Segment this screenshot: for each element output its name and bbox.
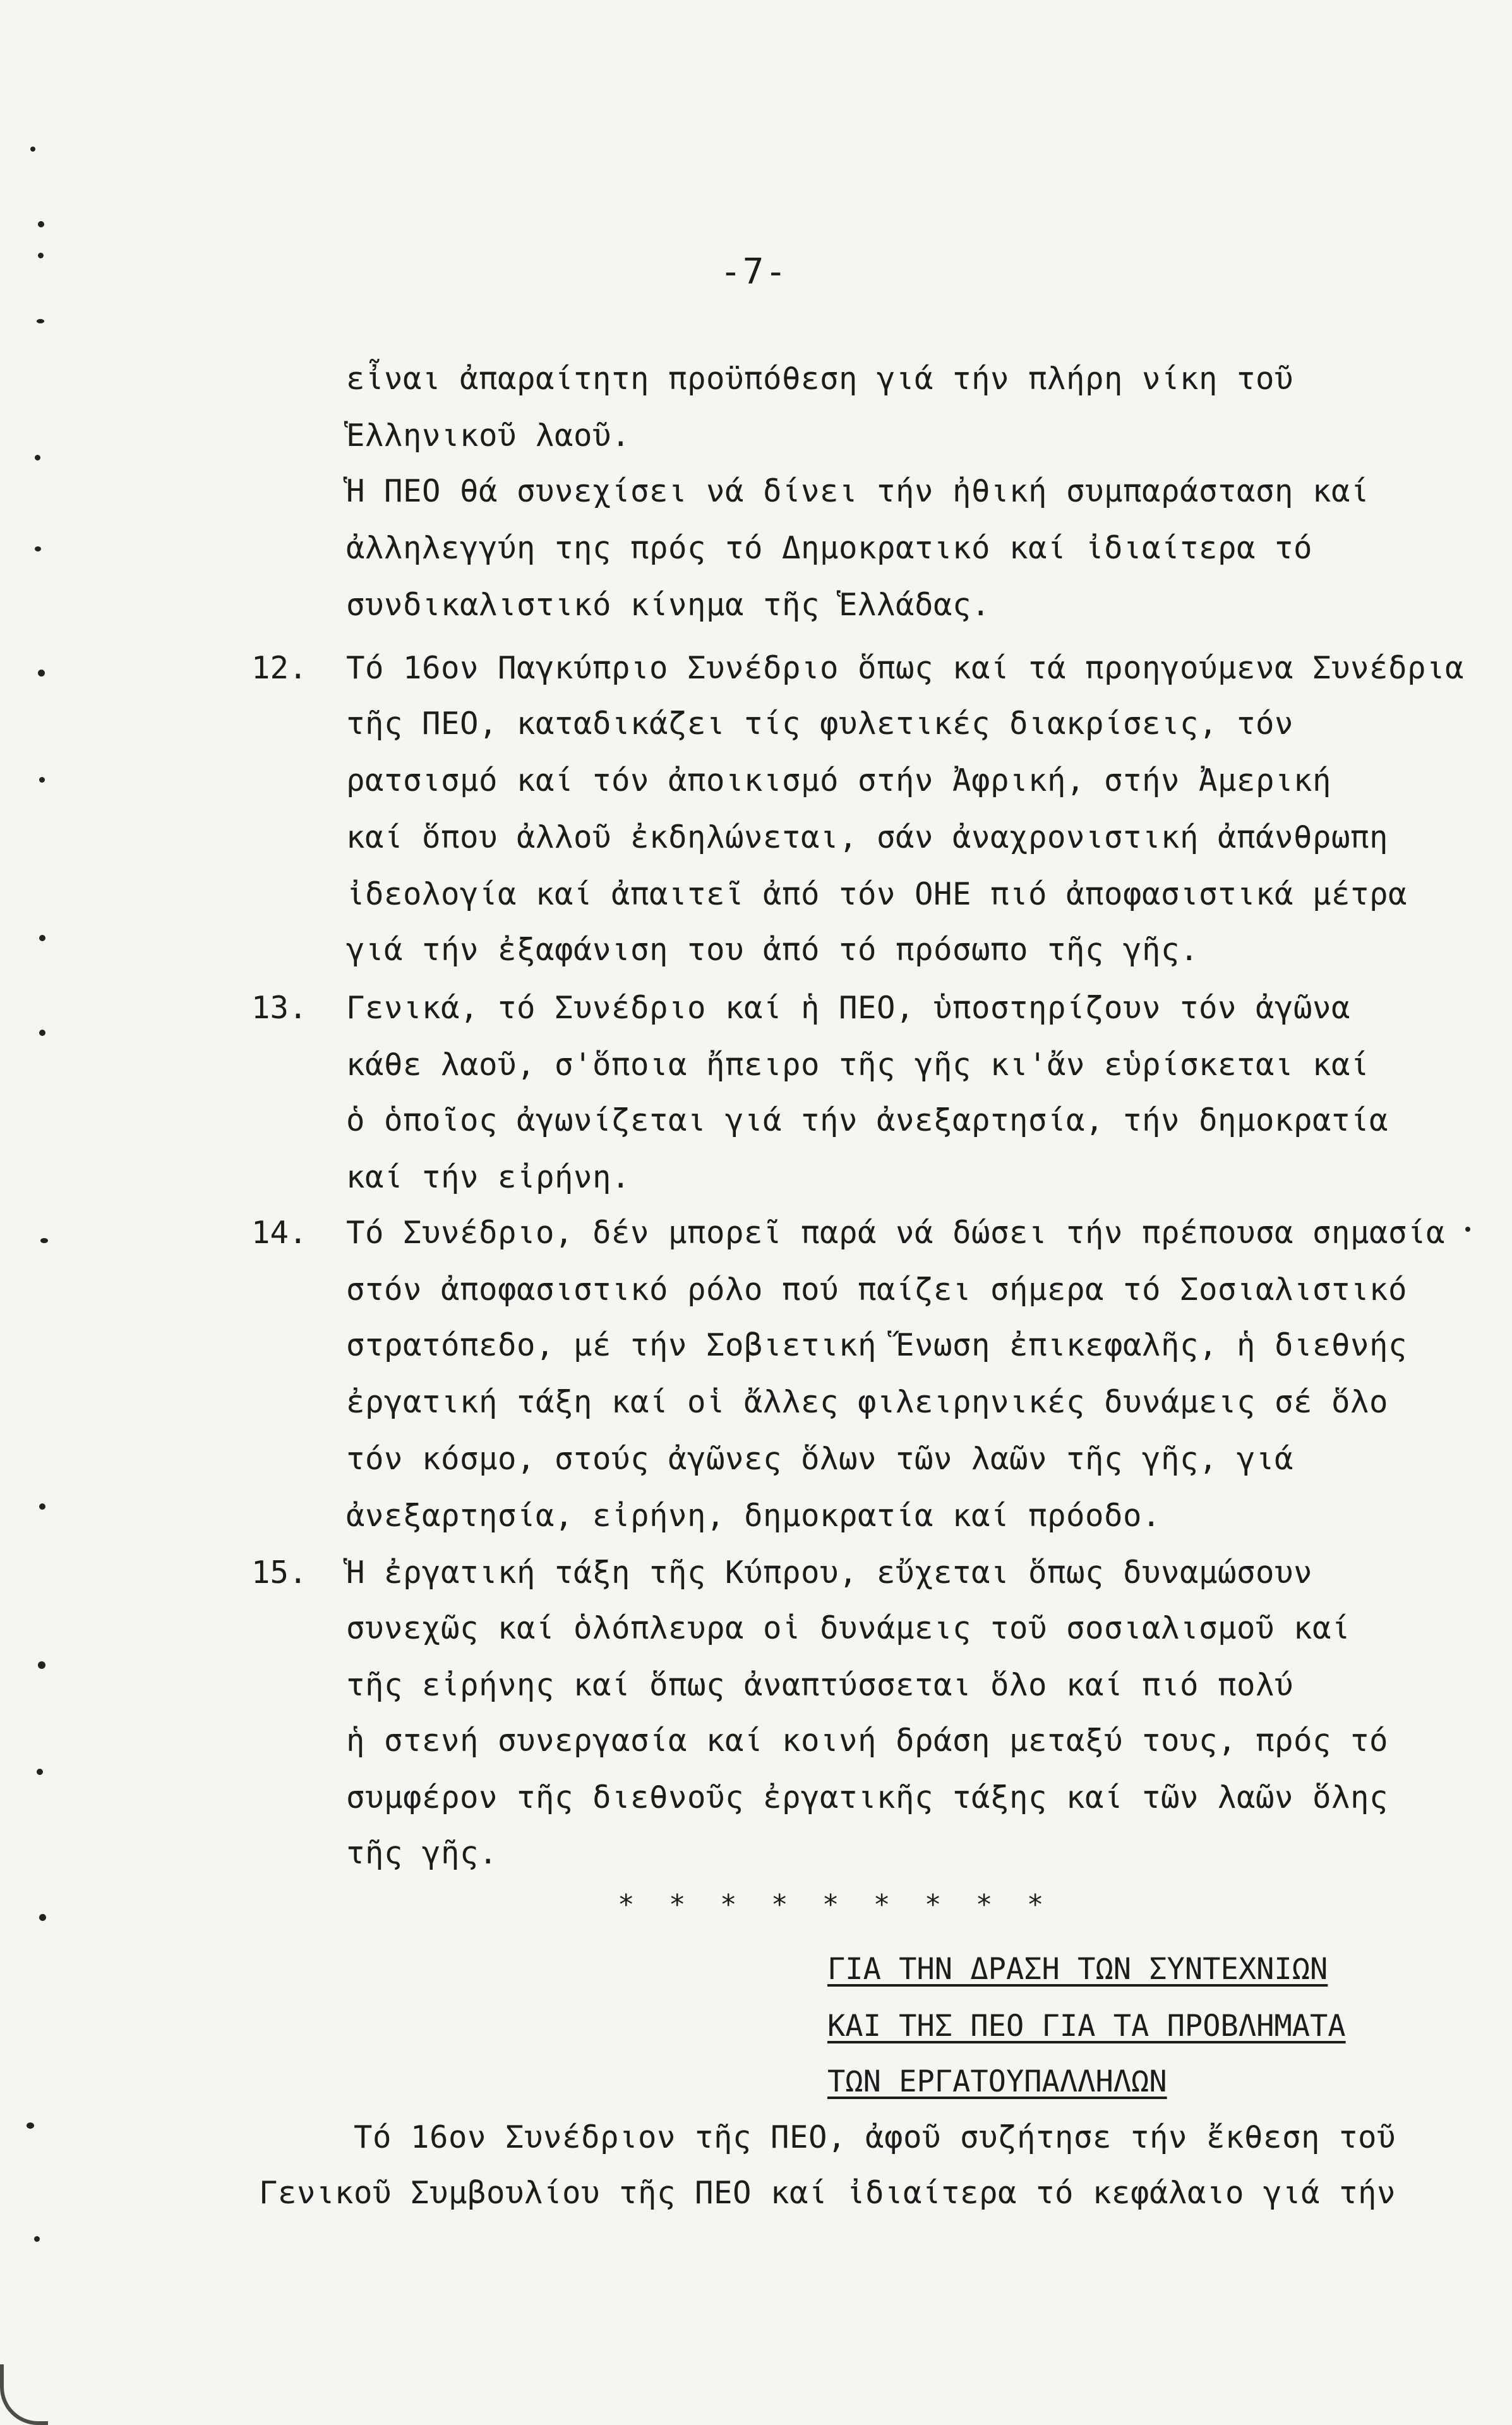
text-line: στρατόπεδο, μέ τήν Σοβιετική Ἕνωση ἐπικεφαλῆς, ἡ διεθνής [346,1327,1408,1363]
scan-speck [39,1914,46,1921]
scan-speck [38,221,44,227]
scan-speck [35,546,41,551]
text-line: τόν κόσμο, στούς ἀγῶνες ὅλων τῶν λαῶν τῆς γῆς, γιά [346,1441,1294,1477]
item-number-14: 14. [251,1215,308,1251]
scan-speck [1465,1227,1470,1232]
scan-edge-mark [0,2364,48,2425]
text-line: γιά τήν ἐξαφάνιση του ἀπό τό πρόσωπο τῆς γῆς. [346,932,1199,968]
scan-speck [37,1769,43,1775]
text-line: ὁ ὁποῖος ἀγωνίζεται γιά τήν ἀνεξαρτησία, τήν δημοκρατία [346,1102,1389,1138]
text-line: τῆς γῆς. [346,1835,498,1871]
scan-speck [38,1661,45,1669]
scan-speck [39,1503,45,1510]
text-line: Τό 16ον Συνέδριον τῆς ΠΕΟ, ἀφοῦ συζήτησε τήν ἔκθεση τοῦ [354,2119,1396,2155]
item-number-13: 13. [251,990,308,1026]
scan-speck [39,1030,45,1036]
section-heading-line: ΚΑΙ ΤΗΣ ΠΕΟ ΓΙΑ ΤΑ ΠΡΟΒΛΗΜΑΤΑ [827,2009,1346,2043]
text-line: συνδικαλιστικό κίνημα τῆς Ἑλλάδας. [346,587,991,623]
page-number: -7- [720,251,788,292]
scan-speck [39,777,45,783]
text-line: ἡ στενή συνεργασία καί κοινή δράση μεταξύ τους, πρός τό [346,1723,1389,1759]
text-line: Ἑλληνικοῦ λαοῦ. [346,418,631,454]
text-line: τῆς εἰρήνης καί ὅπως ἀναπτύσσεται ὅλο καί πιό πολύ [346,1667,1294,1703]
scan-speck [34,2236,40,2242]
item-number-15: 15. [251,1555,308,1591]
scan-speck [38,670,45,677]
text-line: καί τήν εἰρήνη. [346,1159,631,1195]
text-line: Γενικοῦ Συμβουλίου τῆς ΠΕΟ καί ἰδιαίτερα τό κεφάλαιο γιά τήν [259,2175,1396,2211]
text-line: ρατσισμό καί τόν ἀποικισμό στήν Ἀφρική, στήν Ἀμερική [346,762,1332,798]
text-line: Τό 16ον Παγκύπριο Συνέδριο ὅπως καί τά προηγούμενα Συνέδρια [346,650,1465,686]
section-heading-line: ΤΩΝ ΕΡΓΑΤΟΥΠΑΛΛΗΛΩΝ [827,2064,1167,2099]
text-line: Ἡ ΠΕΟ θά συνεχίσει νά δίνει τήν ἠθική συμπαράσταση καί [346,473,1370,509]
text-line: ἀλληλεγγύη της πρός τό Δημοκρατικό καί ἰδιαίτερα τό [346,530,1313,566]
scan-speck [39,935,45,941]
text-line: ἰδεολογία καί ἀπαιτεῖ ἀπό τόν ΟΗΕ πιό ἀποφασιστικά μέτρα [346,876,1408,912]
scan-speck [38,253,44,258]
text-line: Τό Συνέδριο, δέν μπορεῖ παρά νά δώσει τήν πρέπουσα σημασία [346,1215,1446,1251]
text-line: συνεχῶς καί ὁλόπλευρα οἱ δυνάμεις τοῦ σοσιαλισμοῦ καί [346,1610,1351,1646]
text-line: στόν ἀποφασιστικό ρόλο πού παίζει σήμερα τό Σοσιαλιστικό [346,1272,1408,1308]
text-line: συμφέρον τῆς διεθνοῦς ἐργατικῆς τάξης καί τῶν λαῶν ὅλης [346,1779,1389,1815]
item-number-12: 12. [251,650,308,686]
separator-stars: * * * * * * * * * [618,1889,1053,1921]
section-heading-line: ΓΙΑ ΤΗΝ ΔΡΑΣΗ ΤΩΝ ΣΥΝΤΕΧΝΙΩΝ [827,1952,1328,1987]
text-line: ἐργατική τάξη καί οἱ ἄλλες φιλειρηνικές δυνάμεις σέ ὅλο [346,1384,1389,1420]
scan-speck [27,2122,34,2129]
scan-speck [37,319,44,323]
scan-speck [30,147,35,152]
text-line: κάθε λαοῦ, σ'ὅποια ἤπειρο τῆς γῆς κι'ἄν εὑρίσκεται καί [346,1047,1370,1083]
text-line: εἶναι ἀπαραίτητη προϋπόθεση γιά τήν πλήρη νίκη τοῦ [346,361,1294,397]
text-line: καί ὅπου ἀλλοῦ ἐκδηλώνεται, σάν ἀναχρονιστική ἀπάνθρωπη [346,819,1389,855]
scan-speck [40,1238,48,1243]
text-line: τῆς ΠΕΟ, καταδικάζει τίς φυλετικές διακρίσεις, τόν [346,706,1294,742]
text-line: Γενικά, τό Συνέδριο καί ἡ ΠΕΟ, ὑποστηρίζουν τόν ἀγῶνα [346,990,1351,1026]
text-line: Ἡ ἐργατική τάξη τῆς Κύπρου, εὔχεται ὅπως δυναμώσουν [346,1555,1313,1591]
scan-speck [35,455,40,460]
text-line: ἀνεξαρτησία, εἰρήνη, δημοκρατία καί πρόοδο. [346,1498,1161,1534]
